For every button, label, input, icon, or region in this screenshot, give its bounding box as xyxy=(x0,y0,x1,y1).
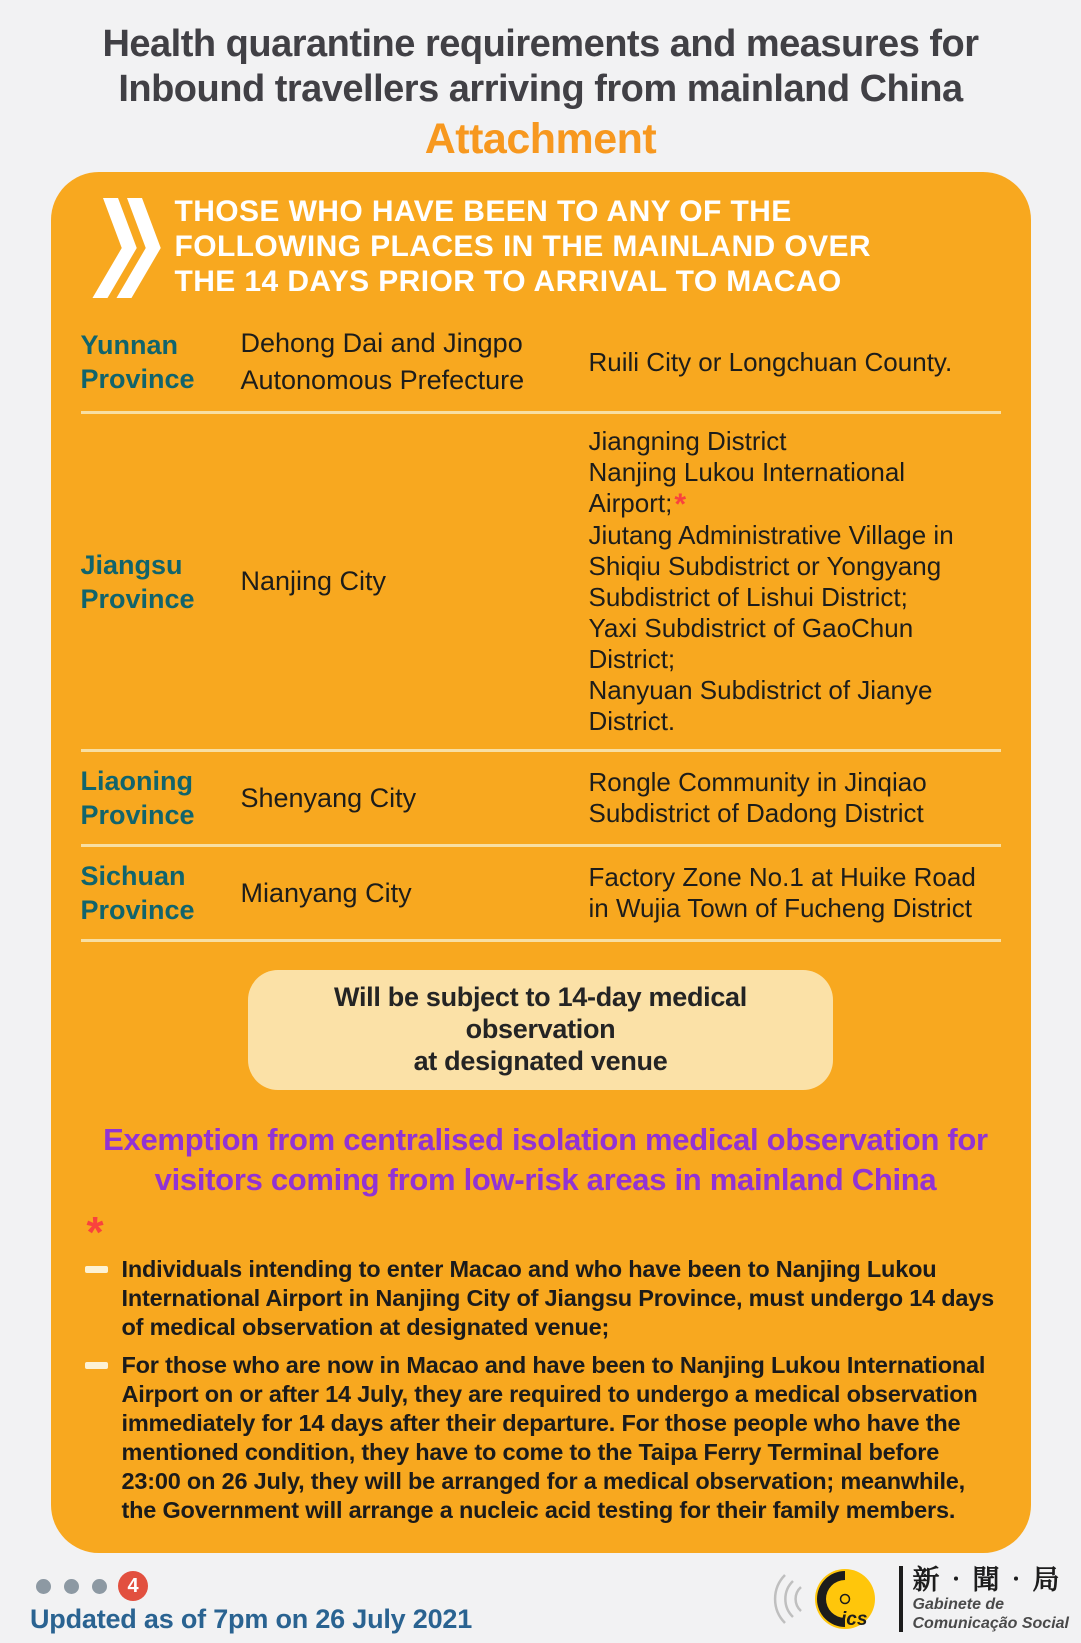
panel-header-text xyxy=(175,194,871,299)
table-row xyxy=(81,847,1001,942)
page-title-line1: Health quarantine requirements and measures for xyxy=(102,23,979,65)
table-row xyxy=(81,414,1001,752)
footnote-text-1: Individuals intending to enter Macao and who have been to Nanjing Lukou International Airport in Nanjing City of Jiangsu Province, must undergo 14 days of medical observation at designated venue; xyxy=(121,1256,995,1340)
main-panel xyxy=(51,172,1031,1553)
province-cell: Yunnan Province xyxy=(80,330,195,394)
medical-observation-pill xyxy=(248,970,833,1090)
dash-bullet-icon xyxy=(85,1362,108,1369)
table-row xyxy=(81,752,1001,847)
gcs-logo-text xyxy=(913,1565,1070,1633)
places-table xyxy=(81,313,1001,942)
red-asterisk-icon: * xyxy=(674,488,686,521)
gcs-portuguese-name-line1: Gabinete de xyxy=(912,1596,1005,1613)
details-cell xyxy=(589,426,1001,737)
panel-header-line3: THE 14 DAYS PRIOR TO ARRIVAL TO MACAO xyxy=(174,265,842,298)
gcs-logo-mark-icon xyxy=(771,1561,889,1637)
page-dot-icon xyxy=(64,1579,79,1594)
current-page-badge: 4 xyxy=(118,1571,148,1601)
area-cell: Shenyang City xyxy=(240,782,417,813)
province-cell: Jiangsu Province xyxy=(80,549,195,614)
details-entry: Factory Zone No.1 at Huike Road in Wujia Town of Fucheng District xyxy=(588,862,976,923)
pill-line2: at designated venue xyxy=(413,1046,668,1076)
details-entry: Nanyuan Subdistrict of Jianye District. xyxy=(588,675,933,736)
page-title xyxy=(0,22,1081,112)
top-header xyxy=(0,0,1081,162)
footnote-item-1 xyxy=(85,1255,997,1342)
details-entry: Jiangning District xyxy=(588,426,787,456)
table-row xyxy=(81,313,1001,414)
footnotes xyxy=(81,1208,1001,1525)
footer xyxy=(0,1553,1081,1643)
updated-text: Updated as of 7pm on 26 July 2021 xyxy=(30,1604,473,1634)
details-cell xyxy=(589,767,1001,829)
svg-text:ics: ics xyxy=(840,1609,867,1630)
details-cell xyxy=(589,862,1001,924)
page-indicator xyxy=(36,1571,148,1601)
gcs-logo xyxy=(771,1561,1070,1637)
logo-divider xyxy=(899,1566,903,1632)
double-chevron-icon xyxy=(93,198,155,298)
footnote-asterisk-icon: * xyxy=(86,1208,104,1257)
gcs-portuguese-name-line2: Comunicação Social xyxy=(912,1615,1069,1632)
attachment-label: Attachment xyxy=(424,115,657,163)
province-cell: Sichuan Province xyxy=(80,861,195,925)
details-entry: Rongle Community in Jinqiao Subdistrict of Dadong District xyxy=(588,767,927,828)
panel-header xyxy=(81,194,1001,299)
dash-bullet-icon xyxy=(85,1266,108,1273)
details-entry: Yaxi Subdistrict of GaoChun District; xyxy=(588,613,914,674)
province-cell: Liaoning Province xyxy=(80,766,195,830)
details-entry: Nanjing Lukou International Airport;* xyxy=(588,457,906,521)
panel-header-line1: THOSE WHO HAVE BEEN TO ANY OF THE xyxy=(174,195,792,228)
footnote-text-2: For those who are now in Macao and have been to Nanjing Lukou International Airport on or after 14 July, they are required to undergo a medical observation immediately for 14 days after their departure. For those people who have the mentioned condition, they have to come to the Taipa Ferry Terminal before 23:00 on 26 July, they will be arranged for a medical observation; meanwhile, the Government will arrange a nucleic acid testing for their family members. xyxy=(121,1352,986,1523)
area-cell: Nanjing City xyxy=(240,566,387,596)
panel-header-line2: FOLLOWING PLACES IN THE MAINLAND OVER xyxy=(174,230,871,263)
details-cell xyxy=(589,347,1001,378)
page-title-line2: Inbound travellers arriving from mainland China xyxy=(118,68,963,110)
footnote-item-2 xyxy=(85,1351,997,1525)
details-entry: Jiutang Administrative Village in Shiqiu Subdistrict or Yongyang Subdistrict of Lishui District; xyxy=(588,520,954,612)
exemption-heading: Exemption from centralised isolation medical observation for visitors coming from low-risk areas in mainland China xyxy=(103,1122,988,1197)
details-entry: Ruili City or Longchuan County. xyxy=(588,346,953,377)
page-dot-icon xyxy=(36,1579,51,1594)
area-cell: Dehong Dai and Jingpo Autonomous Prefecture xyxy=(240,328,525,395)
area-cell: Mianyang City xyxy=(240,877,412,908)
pill-line1: Will be subject to 14-day medical observation xyxy=(334,982,747,1044)
page-dot-icon xyxy=(92,1579,107,1594)
gcs-chinese-name: 新‧聞‧局 xyxy=(912,1565,1063,1595)
